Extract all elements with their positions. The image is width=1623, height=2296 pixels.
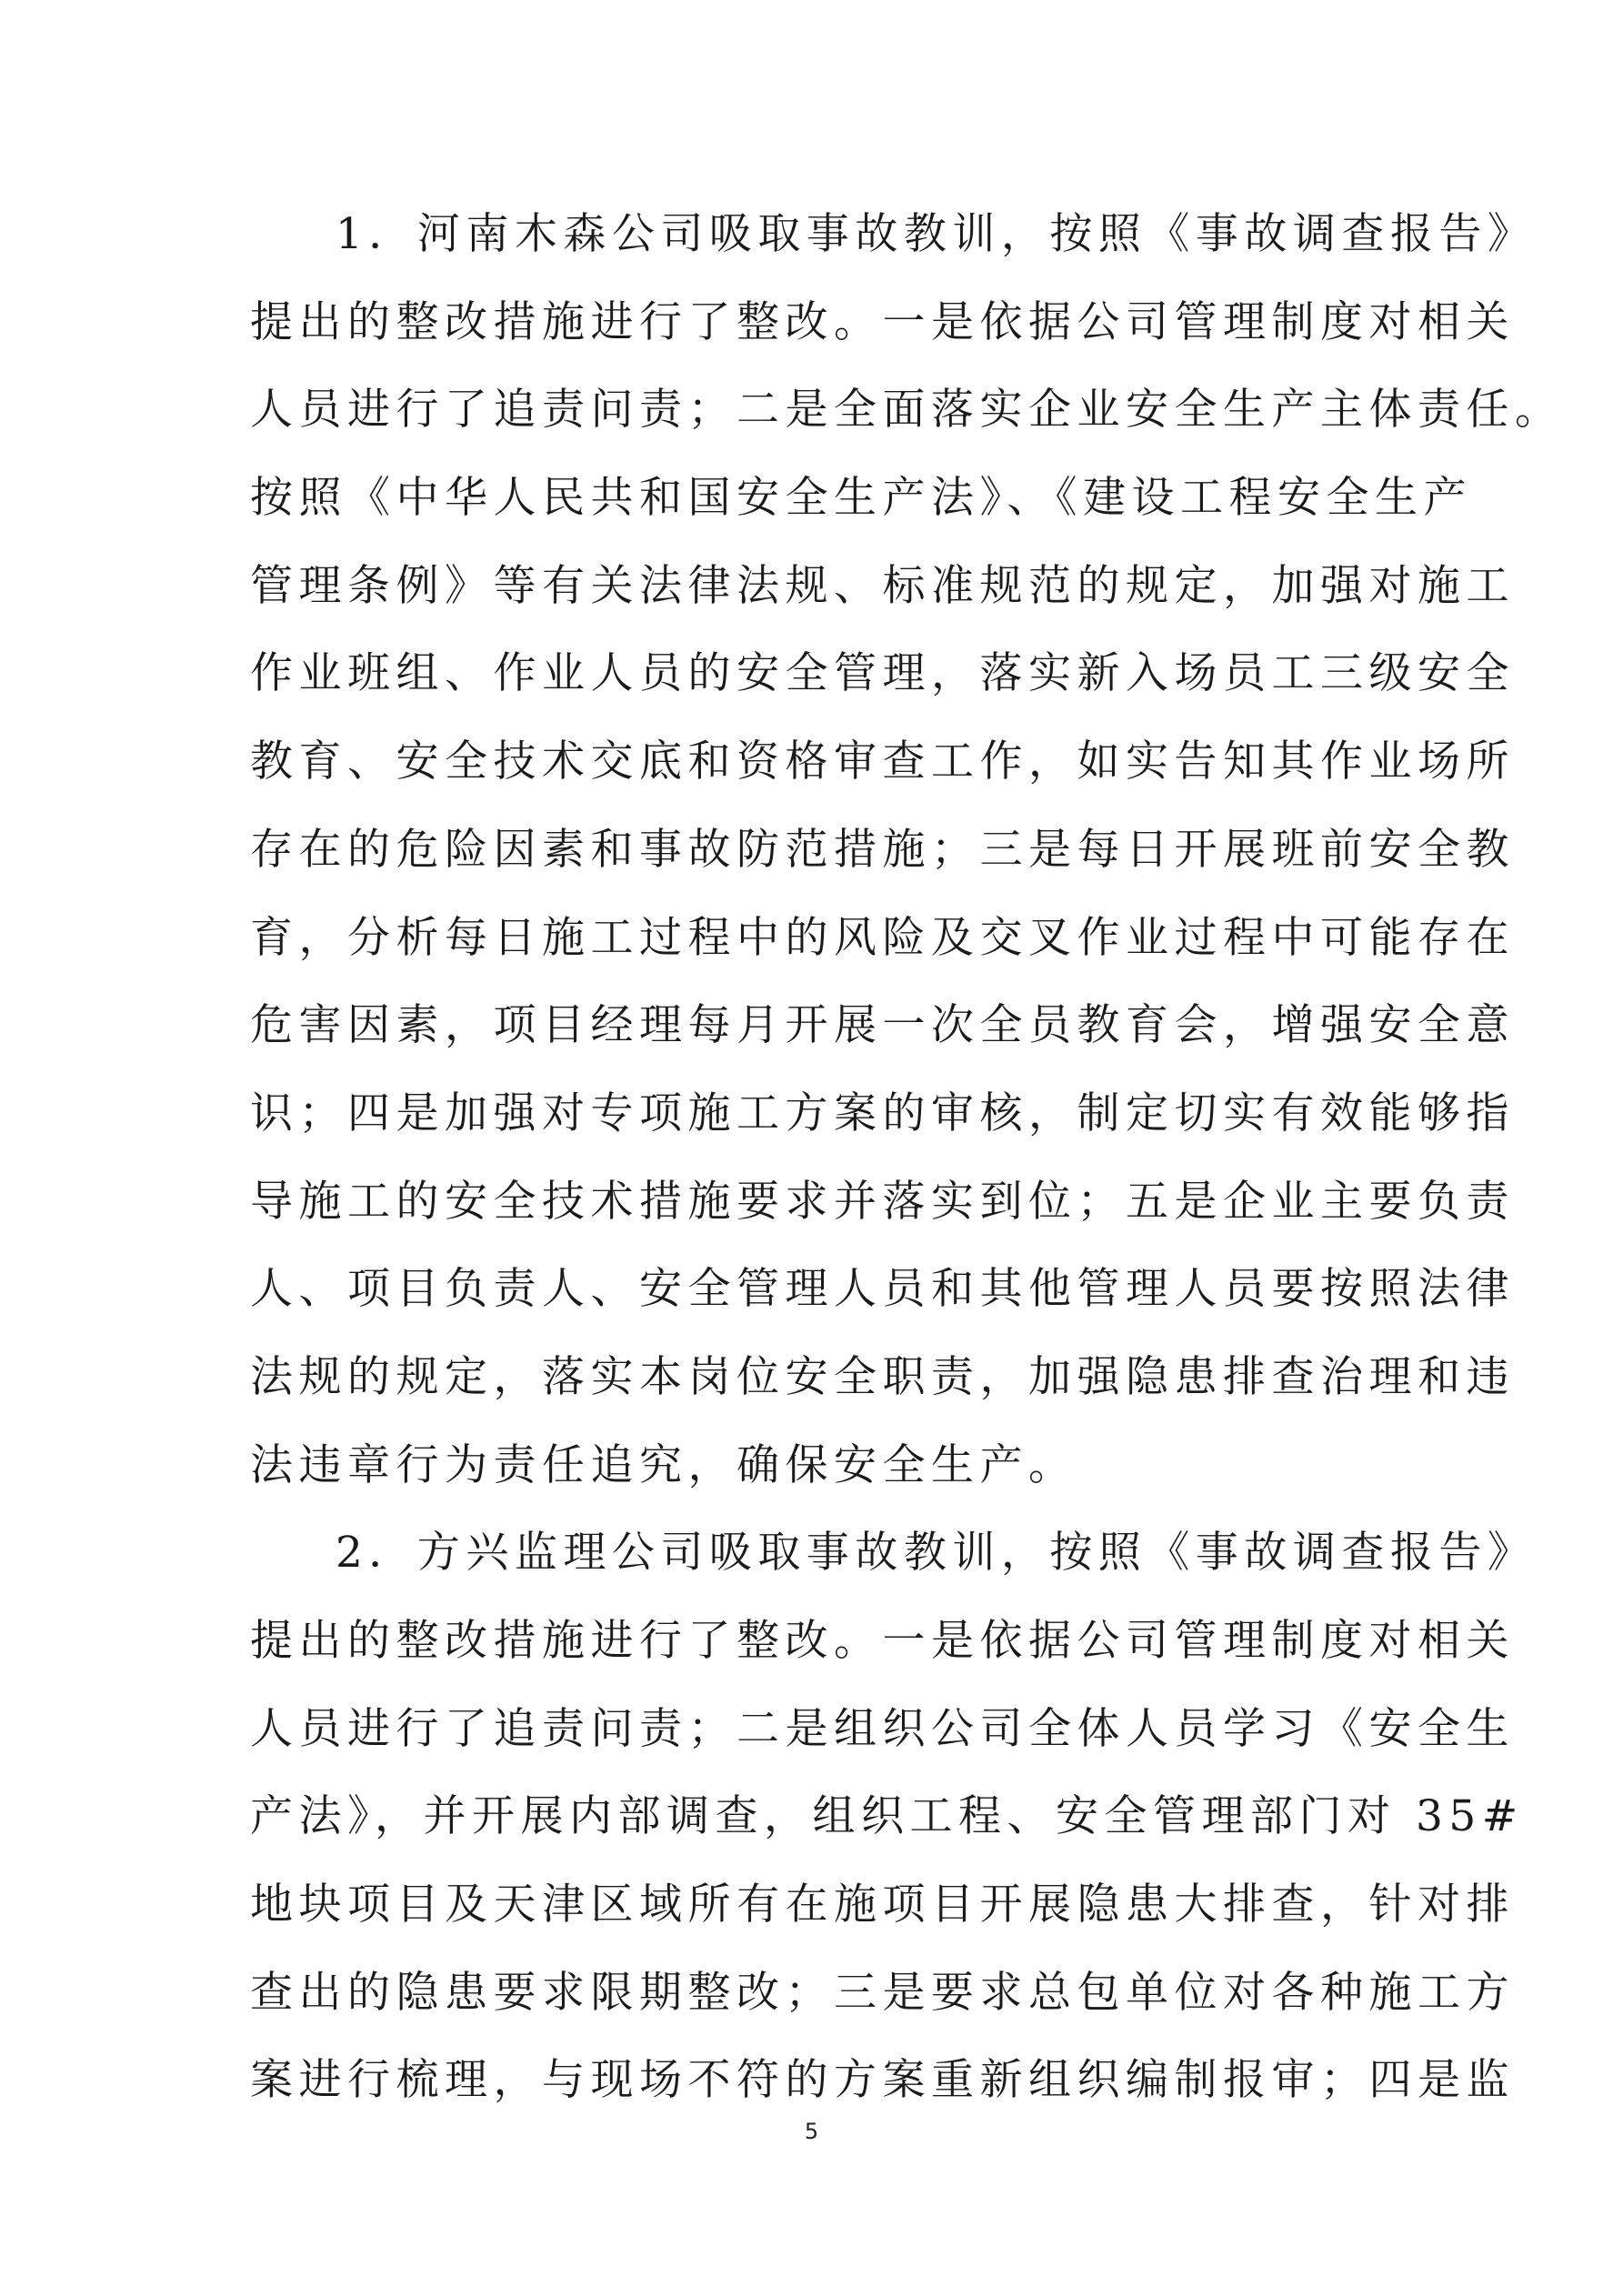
text-line: 提出的整改措施进行了整改。一是依据公司管理制度对相关 bbox=[250, 296, 1515, 347]
text-line: 查出的隐患要求限期整改；三是要求总包单位对各种施工方 bbox=[250, 1967, 1515, 2018]
paragraph-fangxing-supervision bbox=[250, 1509, 1537, 2125]
text-line: 法违章行为责任追究，确保安全生产。 bbox=[250, 1439, 1077, 1490]
text-line: 作业班组、作业人员的安全管理，落实新入场员工三级安全 bbox=[250, 648, 1515, 699]
paragraph-henan-musen bbox=[250, 191, 1564, 1509]
text-line: 人、项目负责人、安全管理人员和其他管理人员要按照法律 bbox=[250, 1264, 1515, 1315]
text-line: 导施工的安全技术措施要求并落实到位；五是企业主要负责 bbox=[250, 1176, 1515, 1227]
text-line: 1．河南木森公司吸取事故教训，按照《事故调查报告》 bbox=[336, 209, 1537, 259]
text-line: 产法》，并开展内部调查，组织工程、安全管理部门对 35# bbox=[250, 1791, 1524, 1842]
text-line: 提出的整改措施进行了整改。一是依据公司管理制度对相关 bbox=[250, 1616, 1515, 1666]
text-line: 识；四是加强对专项施工方案的审核，制定切实有效能够指 bbox=[250, 1088, 1515, 1138]
text-line: 危害因素，项目经理每月开展一次全员教育会，增强安全意 bbox=[250, 1000, 1515, 1051]
text-line: 育，分析每日施工过程中的风险及交叉作业过程中可能存在 bbox=[250, 912, 1515, 963]
text-line: 按照《中华人民共和国安全生产法》、《建设工程安全生产 bbox=[250, 473, 1472, 524]
document-body bbox=[250, 191, 1564, 2125]
text-line: 2．方兴监理公司吸取事故教训，按照《事故调查报告》 bbox=[336, 1528, 1537, 1579]
text-line: 存在的危险因素和事故防范措施；三是每日开展班前安全教 bbox=[250, 824, 1515, 875]
text-line: 教育、安全技术交底和资格审查工作，如实告知其作业场所 bbox=[250, 737, 1515, 787]
text-line: 法规的规定，落实本岗位安全职责，加强隐患排查治理和违 bbox=[250, 1351, 1515, 1402]
text-line: 地块项目及天津区域所有在施项目开展隐患大排查，针对排 bbox=[250, 1880, 1515, 1930]
text-line: 人员进行了追责问责；二是组织公司全体人员学习《安全生 bbox=[250, 1703, 1515, 1754]
text-line: 案进行梳理，与现场不符的方案重新组织编制报审；四是监 bbox=[250, 2055, 1515, 2106]
text-line: 管理条例》等有关法律法规、标准规范的规定，加强对施工 bbox=[250, 560, 1515, 611]
text-line: 人员进行了追责问责；二是全面落实企业安全生产主体责任。 bbox=[250, 385, 1564, 436]
page-number: 5 bbox=[804, 2119, 819, 2144]
